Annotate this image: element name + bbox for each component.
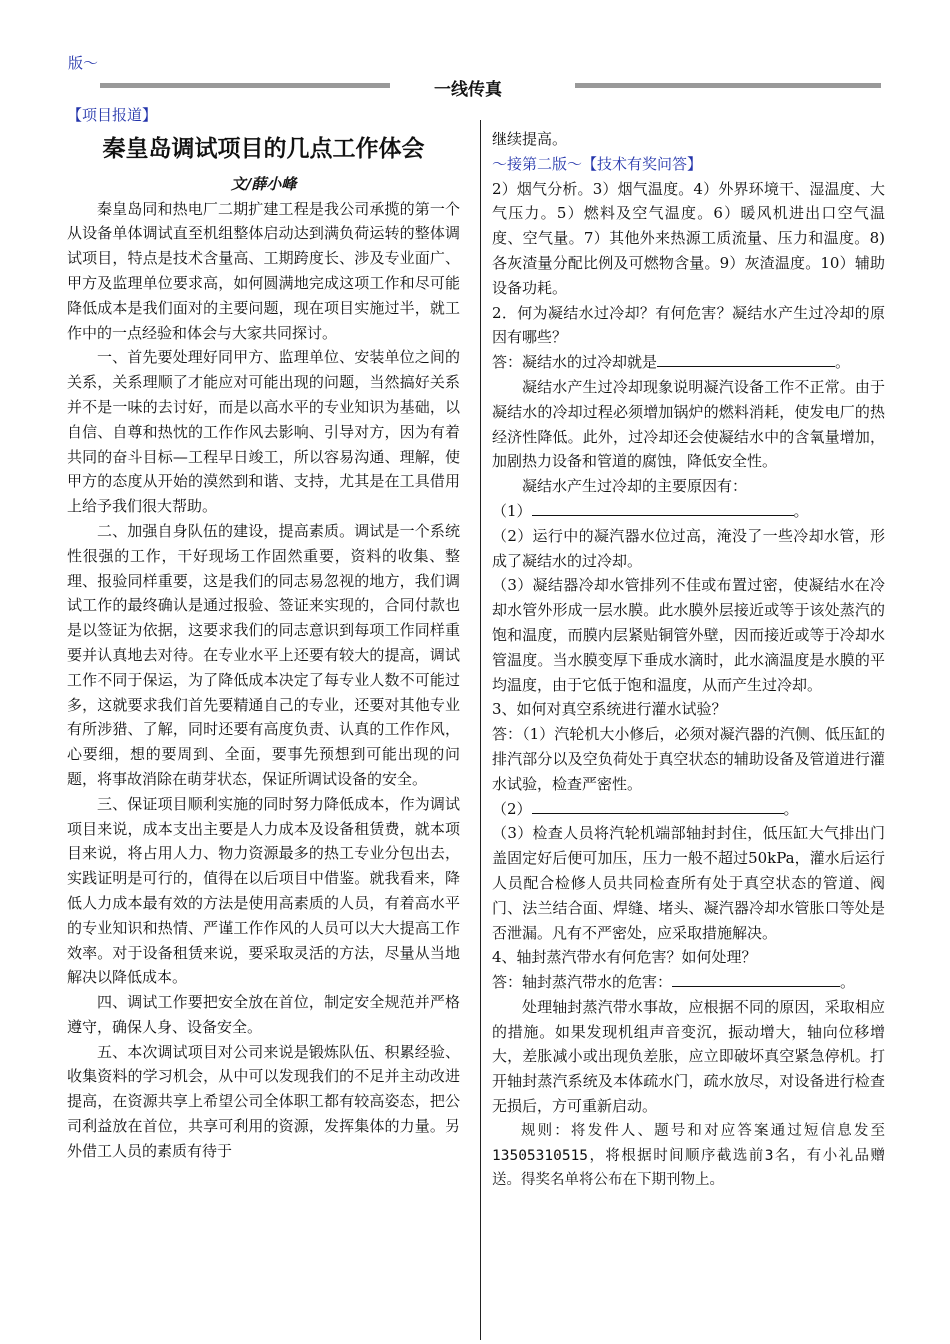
header-rule-right <box>575 83 881 88</box>
section-tag: 【项目报道】 <box>67 106 158 124</box>
end-mark: 。 <box>783 799 799 818</box>
article-paragraph: 五、本次调试项目对公司来说是锻炼队伍、积累经验、收集资料的学习机会，从中可以发现我们的不足并主动改进提高，在资源共享上希望公司全体职工都有较高姿态，把公司利益放在首位，共享可利用的资源，发挥集体的力量。另外借工人员的素质有待于 <box>67 1042 460 1160</box>
column-divider <box>480 120 481 1340</box>
question-4: 4、轴封蒸汽带水有何危害？如何处理？ <box>492 948 757 967</box>
q2-item-1 <box>492 499 885 524</box>
article-paragraph: 四、调试工作要把安全放在首位，制定安全规范并严格遵守，确保人身、设备安全。 <box>67 993 460 1036</box>
article-column <box>67 103 460 1164</box>
item-prefix: （2） <box>492 799 532 818</box>
q3-item-1: 答：（1）汽轮机大小修后，必须对凝汽器的汽侧、低压缸的排汽部分以及空负荷处于真空状态的辅助设备及管道进行灌水试验，检查严密性。 <box>492 725 885 793</box>
q4-paragraph: 处理轴封蒸汽带水事故，应根据不同的原因，采取相应的措施。如果发现机组声音变沉，振动增大，轴向位移增大，差胀减小或出现负差胀，应立即破坏真空紧急停机。打开轴封蒸汽系统及本体疏水门，疏水放尽，对设备进行检查无损后，方可重新启动。 <box>492 997 885 1116</box>
q2-item-2: （2）运行中的凝汽器水位过高，淹没了一些冷却水管，形成了凝结水的过冷却。 <box>492 526 885 570</box>
q4-answer <box>492 970 885 995</box>
item-prefix: （1） <box>492 501 532 520</box>
q2-answer-prefix: 答：凝结水的过冷却就是 <box>492 353 658 372</box>
header-rule-left <box>100 83 390 88</box>
article-continuation: 继续提高。 <box>492 130 568 148</box>
answer-blank[interactable] <box>672 971 840 987</box>
q3-item-3: （3）检查人员将汽轮机端部轴封封住，低压缸大气排出门盖固定好后便可加压，压力一般不超过50kPa，灌水后运行人员配合检修人员共同检查所有处于真空状态的管道、阀门、法兰结合面、焊缝、堵头、凝汽器冷却水管胀口等处是否泄漏。凡有不严密处，应采取措施解决。 <box>492 824 885 942</box>
article-paragraph: 秦皇岛同和热电厂二期扩建工程是我公司承揽的第一个从设备单体调试直至机组整体启动达到满负荷运转的整体调试项目，特点是技术含量高、工期跨度长、涉及专业面广、甲方及监理单位要求高，如何圆满地完成这项工作和尽可能降低成本是我们面对的主要问题，现在项目实施过半，就工作中的一点经验和体会与大家共同探讨。 <box>67 199 460 342</box>
answer-blank[interactable] <box>657 351 835 367</box>
q2-answer <box>492 350 885 375</box>
q2-paragraph: 凝结水产生过冷却现象说明凝汽设备工作不正常。由于凝结水的冷却过程必须增加锅炉的燃料消耗，使发电厂的热经济性降低。此外，过冷却还会使凝结水中的含氧量增加，加剧热力设备和管道的腐蚀，降低安全性。 <box>492 377 885 471</box>
article-title: 秦皇岛调试项目的几点工作体会 <box>102 135 425 162</box>
qa-heading: ～接第二版～【技术有奖问答】 <box>492 154 703 173</box>
answer-blank[interactable] <box>532 500 794 516</box>
end-mark: 。 <box>840 973 856 992</box>
qa-intro: 2）烟气分析。3）烟气温度。4）外界环境干、湿温度、大气压力。5）燃料及空气温度。6）暖风机进出口空气温度、空气量。7）其他外来热源工质流量、压力和温度。8)各灰渣量分配比例及可燃物含量。9）灰渣温度。10）辅助设备功耗。 <box>492 179 885 297</box>
q2-paragraph: 凝结水产生过冷却的主要原因有： <box>522 477 748 496</box>
article-paragraph: 一、首先要处理好同甲方、监理单位、安装单位之间的关系，关系理顺了才能应对可能出现的问题，当然搞好关系并不是一味的去讨好，而是以高水平的专业知识为基础，以自信、自尊和热忱的工作作风去影响、引导对方，因为有着共同的奋斗目标—工程早日竣工，所以容易沟通、理解，使甲方的态度从开始的漠然到和谐、支持，尤其是在工具借用上给予我们很大帮助。 <box>67 348 460 516</box>
question-3: 3、如何对真空系统进行灌水试验？ <box>492 700 727 719</box>
q2-item-3: （3）凝结器冷却水管排列不佳或布置过密，使凝结水在冷却水管外形成一层水膜。此水膜外层接近或等于该处蒸汽的饱和温度，而膜内层紧贴铜管外壁，因而接近或等于冷却水管温度。当水膜变厚下垂成水滴时，此水滴温度是水膜的平均温度，由于它低于饱和温度，从而产生过冷却。 <box>492 576 885 694</box>
q4-answer-prefix: 答：轴封蒸汽带水的危害： <box>492 973 673 992</box>
end-mark: 。 <box>793 501 809 520</box>
qa-column <box>492 127 885 1193</box>
article-paragraph: 三、保证项目顺利实施的同时努力降低成本，作为调试项目来说，成本支出主要是人力成本及设备租赁费，就本项目来说，将占用人力、物力资源最多的热工专业分包出去，实践证明是可行的，值得在以后项目中借鉴。就我看来，降低人力成本最有效的方法是使用高素质的人员，有着高水平的专业知识和热情、严谨工作作风的人员可以大大提高工作效率。对于设备租赁来说，要采取灵活的方法，尽量从当地解决以降低成本。 <box>67 794 460 987</box>
previous-page-tag: 版～ <box>68 54 99 72</box>
masthead-title: 一线传真 <box>434 80 502 100</box>
answer-blank[interactable] <box>532 798 784 814</box>
question-2: 2．何为凝结水过冷却？有何危害？凝结水产生过冷却的原因有哪些？ <box>492 303 885 347</box>
contest-rules: 规则：将发件人、题号和对应答案通过短信息发至13505310515，将根据时间顺序截选前3名，有小礼品赠送。得奖名单将公布在下期刊物上。 <box>492 1122 885 1189</box>
q3-item-2 <box>492 797 885 822</box>
article-paragraph: 二、加强自身队伍的建设，提高素质。调试是一个系统性很强的工作，干好现场工作固然重要，资料的收集、整理、报验同样重要，这是我们的同志易忽视的地方，我们调试工作的最终确认是通过报验、签证来实现的，合同付款也是以签证为依据，这要求我们的同志意识到每项工作同样重要并认真地去对待。在专业水平上还要有较大的提高，调试工作不同于保运，为了降低成本决定了每专业人数不可能过多，这就要求我们首先要精通自己的专业，还要对其他专业有所涉猎、了解，同时还要有高度负责、认真的工作作风，心要细，想的要周到、全面，要事先预想到可能出现的问题，将事故消除在萌芽状态，保证所调试设备的安全。 <box>67 521 460 788</box>
end-mark: 。 <box>835 353 851 372</box>
article-author: 文/薛小峰 <box>230 174 297 193</box>
